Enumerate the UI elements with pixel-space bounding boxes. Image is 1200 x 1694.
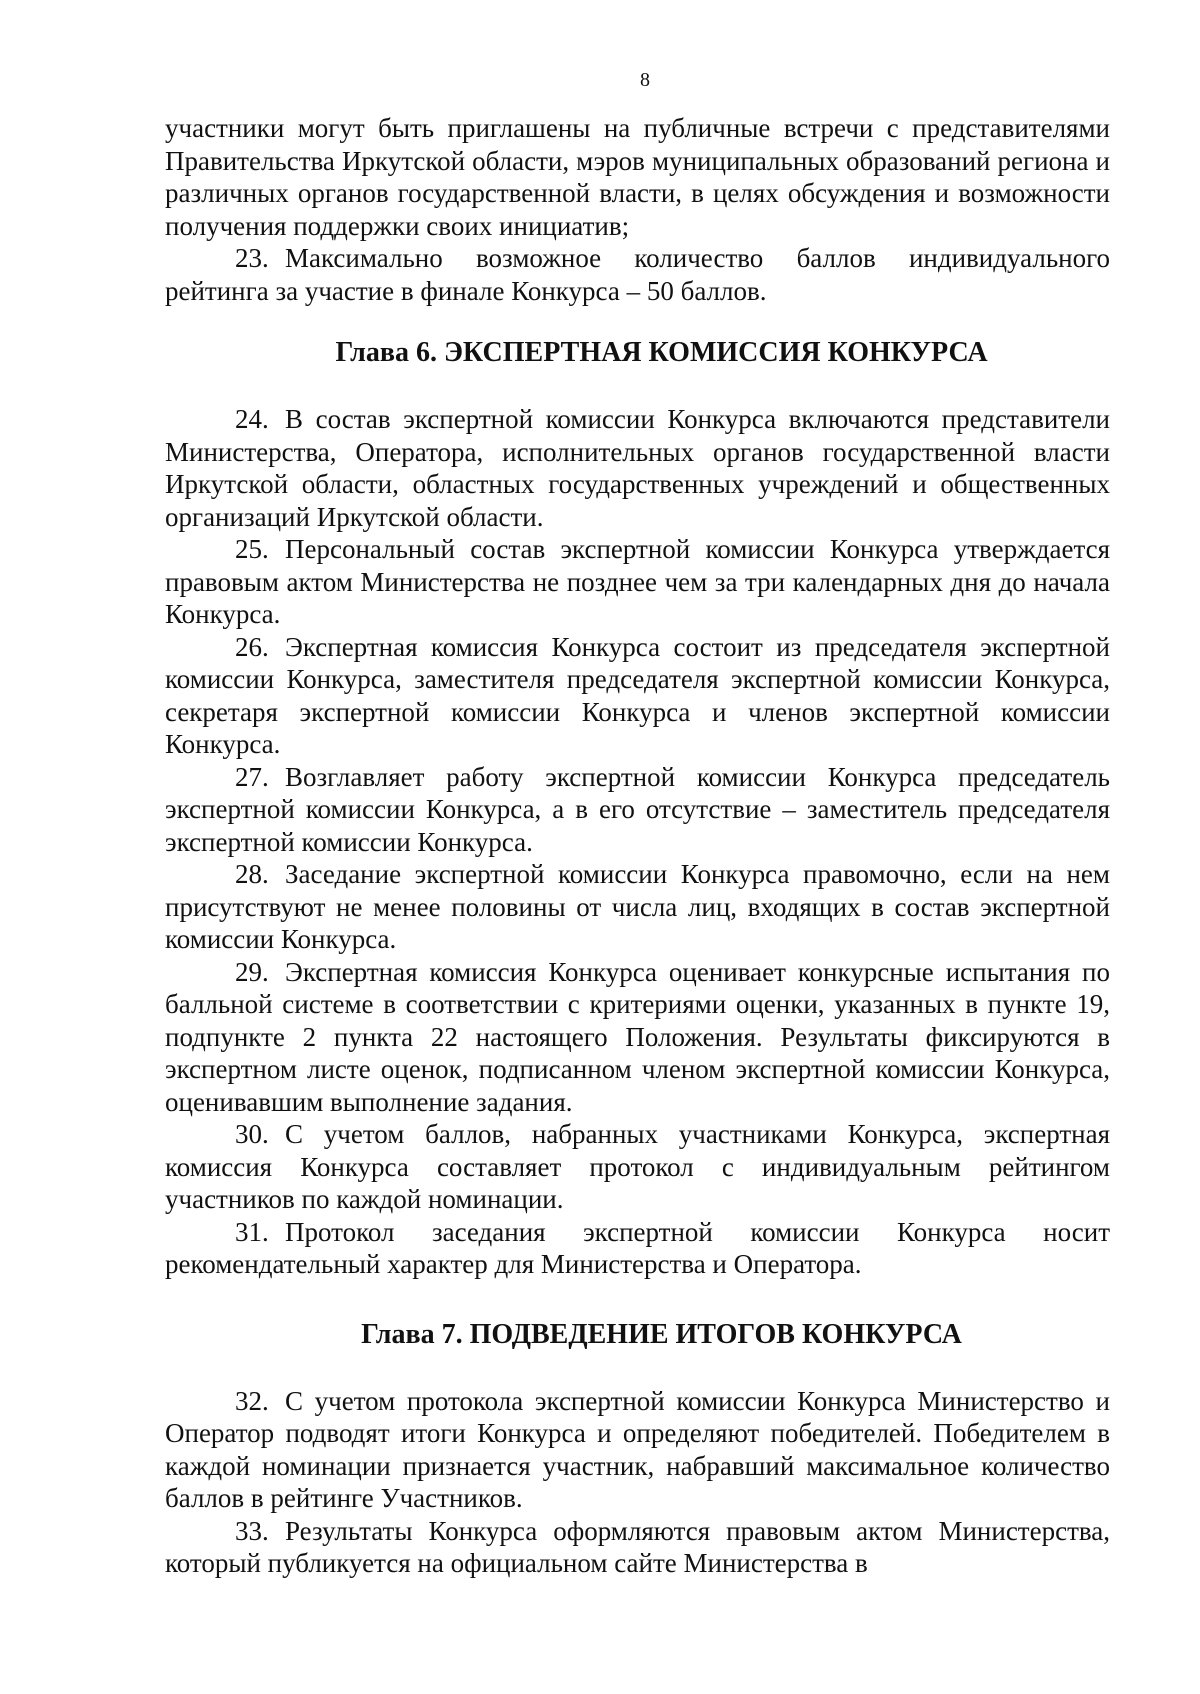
item-number: 24.	[235, 404, 269, 434]
item-number: 26.	[235, 631, 269, 662]
chapter-7-heading: Глава 7. ПОДВЕДЕНИЕ ИТОГОВ КОНКУРСА	[361, 1318, 962, 1350]
item-number: 29.	[235, 956, 269, 987]
item-number: 31.	[235, 1216, 269, 1247]
item-text: Экспертная комиссия Конкурса состоит из председателя экспертной комиссии Конкурса, заместителя председателя экспертной комиссии Конкурса, секретаря экспертной комиссии Конкурса и членов экспертной комиссии Конкурса.	[165, 631, 1110, 759]
page-number: 8	[640, 69, 650, 91]
list-item	[165, 403, 1110, 533]
item-text: Экспертная комиссия Конкурса оценивает конкурсные испытания по балльной системе в соответствии с критериями оценки, указанных в пункте 19, подпункте 2 пункта 22 настоящего Положения. Результаты фиксируются в экспертном листе оценок, подписанном членом экспертной комиссии Конкурса, оценивавшим выполнение задания.	[165, 956, 1110, 1117]
list-item	[165, 533, 1110, 631]
list-item	[165, 1515, 1110, 1580]
list-item	[165, 1118, 1110, 1216]
list-item	[165, 1385, 1110, 1515]
item-text: Протокол заседания экспертной комиссии Конкурса носит рекомендательный характер для Министерства и Оператора.	[165, 1216, 1110, 1279]
item-text: С учетом протокола экспертной комиссии Конкурса Министерство и Оператор подводят итоги Конкурса и определяют победителей. Победителем в каждой номинации признается участник, набравший максимальное количество баллов в рейтинге Участников.	[165, 1385, 1110, 1513]
item-number: 27.	[235, 761, 269, 792]
item-number: 32.	[235, 1385, 269, 1416]
list-item	[165, 858, 1110, 956]
list-item	[165, 956, 1110, 1119]
continuation-paragraph: участники могут быть приглашены на публичные встречи с представителями Правительства Иркутской области, мэров муниципальных образований региона и различных органов государственной власти, в целях обсуждения и возможности получения поддержки своих инициатив;	[165, 113, 1110, 241]
list-item	[165, 761, 1110, 859]
item-text: С учетом баллов, набранных участниками Конкурса, экспертная комиссия Конкурса составляет протокол с индивидуальным рейтингом участников по каждой номинации.	[165, 1119, 1110, 1214]
item-number: 25.	[235, 534, 269, 564]
chapter-6-heading: Глава 6. ЭКСПЕРТНАЯ КОМИССИЯ КОНКУРСА	[335, 337, 988, 368]
item-text: Возглавляет работу экспертной комиссии Конкурса председатель экспертной комиссии Конкурса, а в его отсутствие – заместитель председателя экспертной комиссии Конкурса.	[165, 761, 1110, 857]
item-number: 23.	[235, 243, 269, 273]
item-text: Персональный состав экспертной комиссии Конкурса утверждается правовым актом Министерства не позднее чем за три календарных дня до начала Конкурса.	[165, 534, 1110, 629]
item-text: Максимально возможное количество баллов индивидуального рейтинга за участие в финале Конкурса – 50 баллов.	[165, 243, 1110, 306]
item-number: 33.	[235, 1515, 269, 1546]
list-item	[165, 631, 1110, 761]
item-text: В состав экспертной комиссии Конкурса включаются представители Министерства, Оператора, исполнительных органов государственной власти Иркутской области, областных государственных учреждений и общественных организаций Иркутской области.	[165, 404, 1110, 532]
item-text: Заседание экспертной комиссии Конкурса правомочно, если на нем присутствуют не менее половины от числа лиц, входящих в состав экспертной комиссии Конкурса.	[165, 859, 1110, 954]
item-number: 28.	[235, 859, 269, 889]
item-text: Результаты Конкурса оформляются правовым актом Министерства, который публикуется на официальном сайте Министерства в	[165, 1515, 1110, 1578]
document-body	[165, 112, 1110, 1580]
list-item	[165, 1216, 1110, 1281]
list-item	[165, 242, 1110, 307]
item-number: 30.	[235, 1119, 269, 1149]
